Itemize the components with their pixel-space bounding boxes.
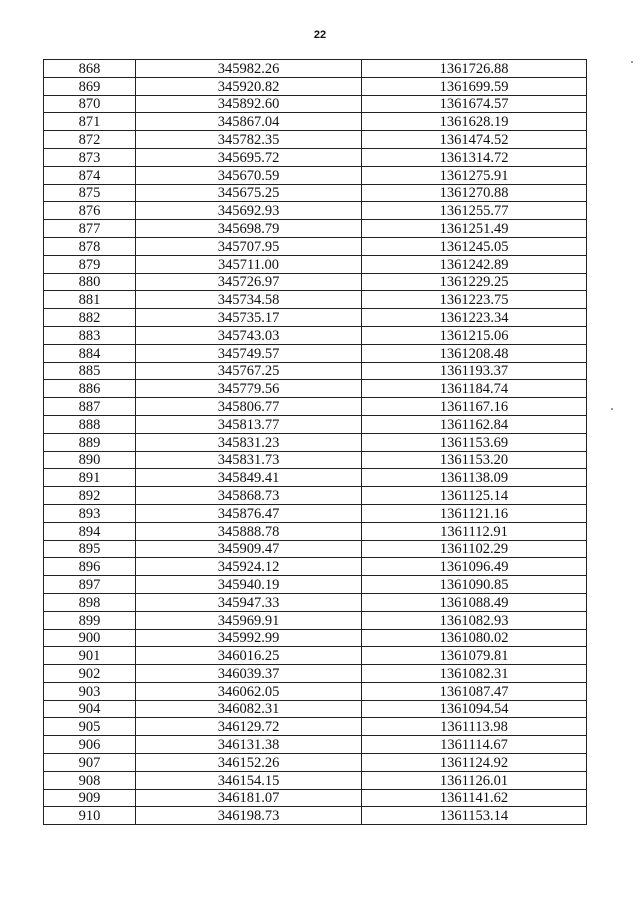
y-coordinate-cell: 1361474.52 [362, 131, 587, 149]
y-coordinate-cell: 1361229.25 [362, 273, 587, 291]
point-number-cell: 893 [44, 504, 136, 522]
y-coordinate-cell: 1361726.88 [362, 60, 587, 78]
y-coordinate-cell: 1361215.06 [362, 326, 587, 344]
x-coordinate-cell: 345813.77 [136, 415, 362, 433]
table-row [44, 629, 587, 647]
x-coordinate-cell: 345849.41 [136, 469, 362, 487]
table-row [44, 273, 587, 291]
y-coordinate-cell: 1361082.93 [362, 611, 587, 629]
y-coordinate-cell: 1361126.01 [362, 771, 587, 789]
table-row [44, 131, 587, 149]
table-row [44, 344, 587, 362]
table-row [44, 718, 587, 736]
table-row [44, 255, 587, 273]
x-coordinate-cell: 346181.07 [136, 789, 362, 807]
point-number-cell: 881 [44, 291, 136, 309]
x-coordinate-cell: 345867.04 [136, 113, 362, 131]
y-coordinate-cell: 1361121.16 [362, 504, 587, 522]
y-coordinate-cell: 1361138.09 [362, 469, 587, 487]
x-coordinate-cell: 345735.17 [136, 309, 362, 327]
x-coordinate-cell: 345924.12 [136, 558, 362, 576]
table-row [44, 166, 587, 184]
x-coordinate-cell: 346082.31 [136, 700, 362, 718]
y-coordinate-cell: 1361113.98 [362, 718, 587, 736]
table-row [44, 647, 587, 665]
x-coordinate-cell: 345670.59 [136, 166, 362, 184]
y-coordinate-cell: 1361090.85 [362, 576, 587, 594]
table-row [44, 593, 587, 611]
x-coordinate-cell: 345675.25 [136, 184, 362, 202]
table-row [44, 184, 587, 202]
coordinates-table [43, 59, 587, 825]
point-number-cell: 895 [44, 540, 136, 558]
table-row [44, 754, 587, 772]
point-number-cell: 904 [44, 700, 136, 718]
point-number-cell: 902 [44, 665, 136, 683]
table-row [44, 504, 587, 522]
point-number-cell: 885 [44, 362, 136, 380]
point-number-cell: 889 [44, 433, 136, 451]
point-number-cell: 870 [44, 95, 136, 113]
point-number-cell: 876 [44, 202, 136, 220]
x-coordinate-cell: 345909.47 [136, 540, 362, 558]
point-number-cell: 890 [44, 451, 136, 469]
point-number-cell: 905 [44, 718, 136, 736]
y-coordinate-cell: 1361124.92 [362, 754, 587, 772]
x-coordinate-cell: 345982.26 [136, 60, 362, 78]
y-coordinate-cell: 1361125.14 [362, 487, 587, 505]
point-number-cell: 874 [44, 166, 136, 184]
x-coordinate-cell: 345969.91 [136, 611, 362, 629]
table-row [44, 398, 587, 416]
y-coordinate-cell: 1361080.02 [362, 629, 587, 647]
table-row [44, 237, 587, 255]
x-coordinate-cell: 345892.60 [136, 95, 362, 113]
y-coordinate-cell: 1361242.89 [362, 255, 587, 273]
x-coordinate-cell: 346016.25 [136, 647, 362, 665]
y-coordinate-cell: 1361153.14 [362, 807, 587, 825]
x-coordinate-cell: 345767.25 [136, 362, 362, 380]
table-row [44, 451, 587, 469]
table-row [44, 202, 587, 220]
table-row [44, 291, 587, 309]
table-row [44, 540, 587, 558]
x-coordinate-cell: 345707.95 [136, 237, 362, 255]
table-row [44, 220, 587, 238]
point-number-cell: 906 [44, 736, 136, 754]
y-coordinate-cell: 1361079.81 [362, 647, 587, 665]
y-coordinate-cell: 1361193.37 [362, 362, 587, 380]
table-row [44, 95, 587, 113]
x-coordinate-cell: 345743.03 [136, 326, 362, 344]
point-number-cell: 868 [44, 60, 136, 78]
x-coordinate-cell: 345695.72 [136, 148, 362, 166]
point-number-cell: 877 [44, 220, 136, 238]
table-row [44, 558, 587, 576]
table-row [44, 380, 587, 398]
point-number-cell: 878 [44, 237, 136, 255]
y-coordinate-cell: 1361245.05 [362, 237, 587, 255]
x-coordinate-cell: 345749.57 [136, 344, 362, 362]
point-number-cell: 910 [44, 807, 136, 825]
point-number-cell: 879 [44, 255, 136, 273]
point-number-cell: 897 [44, 576, 136, 594]
table-row [44, 77, 587, 95]
table-row [44, 736, 587, 754]
x-coordinate-cell: 345779.56 [136, 380, 362, 398]
table-row [44, 789, 587, 807]
x-coordinate-cell: 345920.82 [136, 77, 362, 95]
point-number-cell: 896 [44, 558, 136, 576]
y-coordinate-cell: 1361096.49 [362, 558, 587, 576]
y-coordinate-cell: 1361270.88 [362, 184, 587, 202]
margin-mark [611, 408, 613, 410]
x-coordinate-cell: 345692.93 [136, 202, 362, 220]
point-number-cell: 872 [44, 131, 136, 149]
point-number-cell: 900 [44, 629, 136, 647]
point-number-cell: 886 [44, 380, 136, 398]
x-coordinate-cell: 345947.33 [136, 593, 362, 611]
y-coordinate-cell: 1361167.16 [362, 398, 587, 416]
y-coordinate-cell: 1361094.54 [362, 700, 587, 718]
table-row [44, 469, 587, 487]
table-row [44, 60, 587, 78]
y-coordinate-cell: 1361087.47 [362, 682, 587, 700]
point-number-cell: 883 [44, 326, 136, 344]
point-number-cell: 869 [44, 77, 136, 95]
table-row [44, 362, 587, 380]
table-row [44, 807, 587, 825]
point-number-cell: 891 [44, 469, 136, 487]
x-coordinate-cell: 345734.58 [136, 291, 362, 309]
x-coordinate-cell: 345992.99 [136, 629, 362, 647]
y-coordinate-cell: 1361628.19 [362, 113, 587, 131]
y-coordinate-cell: 1361251.49 [362, 220, 587, 238]
point-number-cell: 907 [44, 754, 136, 772]
x-coordinate-cell: 345940.19 [136, 576, 362, 594]
point-number-cell: 887 [44, 398, 136, 416]
y-coordinate-cell: 1361208.48 [362, 344, 587, 362]
y-coordinate-cell: 1361674.57 [362, 95, 587, 113]
y-coordinate-cell: 1361082.31 [362, 665, 587, 683]
point-number-cell: 899 [44, 611, 136, 629]
x-coordinate-cell: 346198.73 [136, 807, 362, 825]
x-coordinate-cell: 346152.26 [136, 754, 362, 772]
x-coordinate-cell: 345876.47 [136, 504, 362, 522]
point-number-cell: 880 [44, 273, 136, 291]
point-number-cell: 903 [44, 682, 136, 700]
table-row [44, 665, 587, 683]
x-coordinate-cell: 346154.15 [136, 771, 362, 789]
coordinates-table-body [44, 60, 587, 825]
table-row [44, 326, 587, 344]
point-number-cell: 892 [44, 487, 136, 505]
table-row [44, 113, 587, 131]
x-coordinate-cell: 345698.79 [136, 220, 362, 238]
y-coordinate-cell: 1361153.20 [362, 451, 587, 469]
x-coordinate-cell: 345782.35 [136, 131, 362, 149]
point-number-cell: 888 [44, 415, 136, 433]
x-coordinate-cell: 345868.73 [136, 487, 362, 505]
y-coordinate-cell: 1361102.29 [362, 540, 587, 558]
y-coordinate-cell: 1361275.91 [362, 166, 587, 184]
y-coordinate-cell: 1361162.84 [362, 415, 587, 433]
x-coordinate-cell: 345888.78 [136, 522, 362, 540]
y-coordinate-cell: 1361184.74 [362, 380, 587, 398]
y-coordinate-cell: 1361153.69 [362, 433, 587, 451]
y-coordinate-cell: 1361112.91 [362, 522, 587, 540]
point-number-cell: 875 [44, 184, 136, 202]
point-number-cell: 882 [44, 309, 136, 327]
x-coordinate-cell: 346129.72 [136, 718, 362, 736]
point-number-cell: 894 [44, 522, 136, 540]
y-coordinate-cell: 1361223.34 [362, 309, 587, 327]
page-number: 22 [313, 29, 327, 41]
table-row [44, 700, 587, 718]
point-number-cell: 898 [44, 593, 136, 611]
point-number-cell: 901 [44, 647, 136, 665]
y-coordinate-cell: 1361255.77 [362, 202, 587, 220]
x-coordinate-cell: 346062.05 [136, 682, 362, 700]
y-coordinate-cell: 1361088.49 [362, 593, 587, 611]
point-number-cell: 884 [44, 344, 136, 362]
table-row [44, 148, 587, 166]
point-number-cell: 871 [44, 113, 136, 131]
table-row [44, 611, 587, 629]
y-coordinate-cell: 1361223.75 [362, 291, 587, 309]
table-row [44, 433, 587, 451]
x-coordinate-cell: 346039.37 [136, 665, 362, 683]
table-row [44, 415, 587, 433]
y-coordinate-cell: 1361141.62 [362, 789, 587, 807]
x-coordinate-cell: 345711.00 [136, 255, 362, 273]
table-row [44, 487, 587, 505]
point-number-cell: 908 [44, 771, 136, 789]
point-number-cell: 873 [44, 148, 136, 166]
table-row [44, 522, 587, 540]
x-coordinate-cell: 345726.97 [136, 273, 362, 291]
x-coordinate-cell: 345806.77 [136, 398, 362, 416]
y-coordinate-cell: 1361699.59 [362, 77, 587, 95]
table-row [44, 576, 587, 594]
table-row [44, 309, 587, 327]
point-number-cell: 909 [44, 789, 136, 807]
margin-mark [631, 61, 633, 63]
y-coordinate-cell: 1361114.67 [362, 736, 587, 754]
x-coordinate-cell: 345831.23 [136, 433, 362, 451]
x-coordinate-cell: 345831.73 [136, 451, 362, 469]
table-row [44, 682, 587, 700]
y-coordinate-cell: 1361314.72 [362, 148, 587, 166]
table-row [44, 771, 587, 789]
x-coordinate-cell: 346131.38 [136, 736, 362, 754]
